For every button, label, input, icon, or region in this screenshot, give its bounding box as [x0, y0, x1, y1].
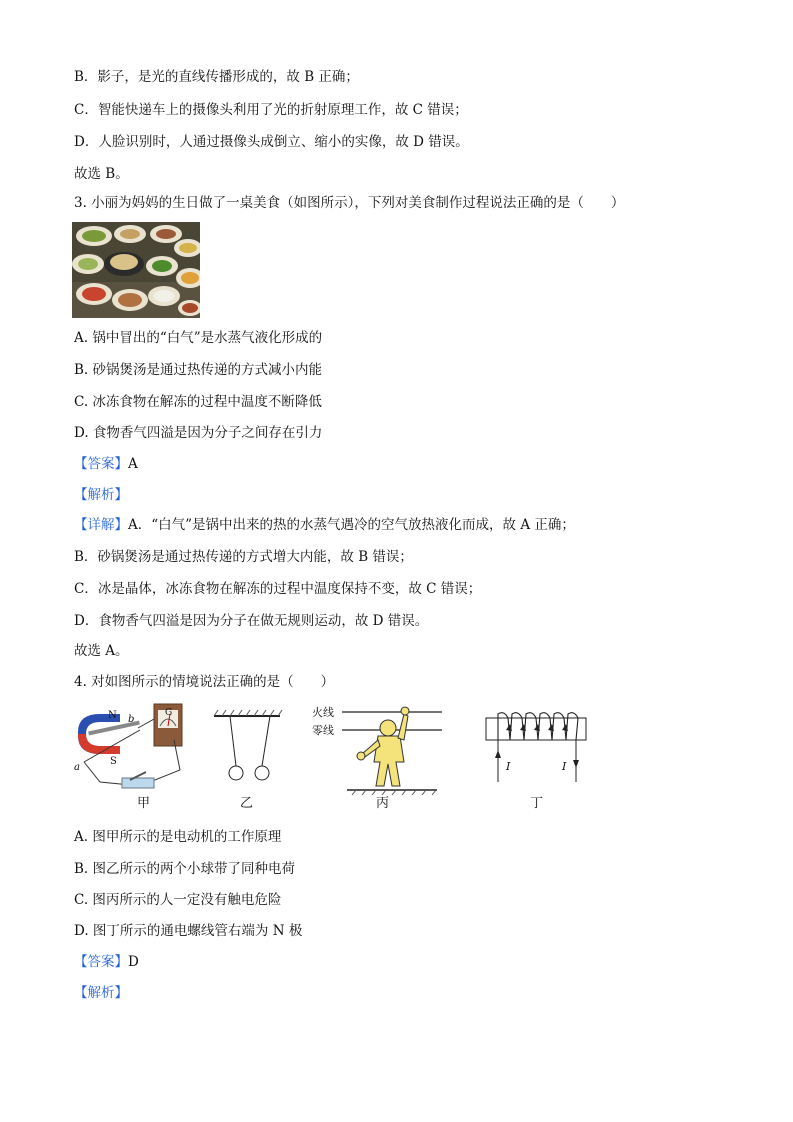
option-c: C. 冰冻食物在解冻的过程中温度不断降低	[74, 394, 322, 410]
option-a: A. 锅中冒出的“白气”是水蒸气液化形成的	[74, 330, 323, 346]
text-line: 故选 A。	[74, 643, 129, 659]
detail-tag: 【详解】	[74, 517, 128, 533]
text-line: C．冰是晶体，冰冻食物在解冻的过程中温度保持不变，故 C 错误；	[74, 581, 482, 597]
label-g: G	[165, 708, 173, 718]
answer-value: A	[128, 456, 138, 472]
zero-wire-label: 零线	[312, 724, 334, 737]
caption-bing: 丙	[376, 796, 390, 811]
figure-bing	[312, 700, 444, 795]
question-3: 3. 小丽为妈妈的生日做了一桌美食（如图所示），下列对美食制作过程说法正确的是（ ）	[74, 195, 625, 211]
option-d: D. 图丁所示的通电螺线管右端为 N 极	[74, 923, 303, 939]
detail-line	[74, 516, 575, 534]
label-s: S	[110, 756, 117, 767]
option-c: C. 图丙所示的人一定没有触电危险	[74, 892, 282, 908]
figure-yi	[210, 700, 290, 790]
answer-value: D	[128, 954, 139, 970]
label-a: a	[74, 762, 80, 773]
current-label-right: I	[562, 760, 567, 773]
text-line: C．智能快递车上的摄像头利用了光的折射原理工作，故 C 错误；	[74, 102, 468, 118]
caption-yi: 乙	[240, 796, 254, 811]
answer-line	[74, 455, 138, 473]
detail-text: A．“白气”是锅中出来的热的水蒸气遇冷的空气放热液化而成，故 A 正确；	[128, 517, 575, 533]
current-label-left: I	[506, 760, 511, 773]
analysis-tag	[74, 984, 128, 1002]
text-line: 故选 B。	[74, 166, 129, 182]
label-b: b	[128, 714, 135, 725]
figure-ding	[480, 700, 592, 792]
answer-tag: 【答案】	[74, 954, 128, 970]
caption-ding: 丁	[530, 796, 544, 811]
fire-wire-label: 火线	[312, 706, 334, 719]
analysis-label: 【解析】	[74, 487, 128, 503]
label-n: N	[108, 710, 117, 721]
option-b: B. 图乙所示的两个小球带了同种电荷	[74, 861, 296, 877]
answer-line	[74, 953, 139, 971]
option-a: A. 图甲所示的是电动机的工作原理	[74, 829, 282, 845]
text-line: B．影子，是光的直线传播形成的，故 B 正确；	[74, 69, 359, 85]
question-4: 4. 对如图所示的情境说法正确的是（ ）	[74, 674, 335, 690]
option-b: B. 砂锅煲汤是通过热传递的方式减小内能	[74, 362, 323, 378]
figure-jia	[70, 700, 195, 795]
option-d: D. 食物香气四溢是因为分子之间存在引力	[74, 425, 323, 441]
answer-tag: 【答案】	[74, 456, 128, 472]
text-line: B．砂锅煲汤是通过热传递的方式增大内能，故 B 错误；	[74, 549, 413, 565]
text-line: D．食物香气四溢是因为分子在做无规则运动，故 D 错误。	[74, 613, 429, 629]
text-line: D．人脸识别时，人通过摄像头成倒立、缩小的实像，故 D 错误。	[74, 134, 469, 150]
food-photo	[72, 222, 200, 318]
caption-jia: 甲	[137, 796, 151, 811]
analysis-label: 【解析】	[74, 985, 128, 1001]
analysis-tag	[74, 486, 128, 504]
